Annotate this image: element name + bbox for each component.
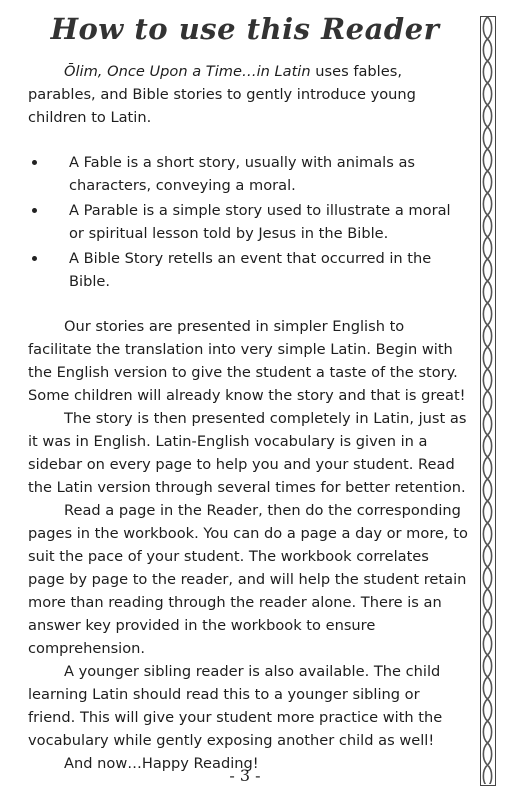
- list-item: A Bible Story retells an event that occurred in the Bible.: [28, 247, 468, 293]
- page-title: How to use this Reader: [50, 12, 440, 46]
- body-paragraph: A younger sibling reader is also available. The child learning Latin should read this to a younger sibling or friend. This will give your student more practice with the vocabulary while gently exposing another child as well!: [28, 663, 443, 749]
- page-number: - 3 -: [229, 766, 261, 785]
- vine-ornament-icon: [481, 17, 494, 784]
- bullet-icon: [32, 208, 37, 213]
- page-content: [28, 60, 468, 775]
- list-item: A Parable is a simple story used to illustrate a moral or spiritual lesson told by Jesus in the Bible.: [28, 199, 468, 245]
- list-item: A Fable is a short story, usually with animals as characters, conveying a moral.: [28, 151, 468, 197]
- book-title-italic: Ōlim, Once Upon a Time…in Latin: [64, 63, 311, 80]
- definition-list: [28, 151, 468, 293]
- bullet-icon: [32, 256, 37, 261]
- body-paragraph: And now…Happy Reading!: [64, 755, 259, 772]
- body-paragraph: Our stories are presented in simpler English to facilitate the translation into very simple Latin. Begin with the English version to give the student a taste of the story. Some children will already know the story and that is great!: [28, 318, 466, 404]
- intro-paragraph: [28, 60, 468, 129]
- body-paragraph: The story is then presented completely in Latin, just as it was in English. Latin-English vocabulary is given in a sidebar on every page to help you and your student. Read the Latin version through several times for better retention.: [28, 410, 467, 496]
- bullet-icon: [32, 160, 37, 165]
- body-paragraph: Read a page in the Reader, then do the corresponding pages in the workbook. You can do a page a day or more, to suit the pace of your student. The workbook correlates page by page to the reader, and will help the student retain more than reading through the reader alone. There is an answer key provided in the workbook to ensure comprehension.: [28, 502, 468, 657]
- decorative-border-icon: [480, 16, 496, 786]
- intro-text: uses fables, parables, and Bible stories to gently introduce young children to Latin.: [28, 63, 416, 126]
